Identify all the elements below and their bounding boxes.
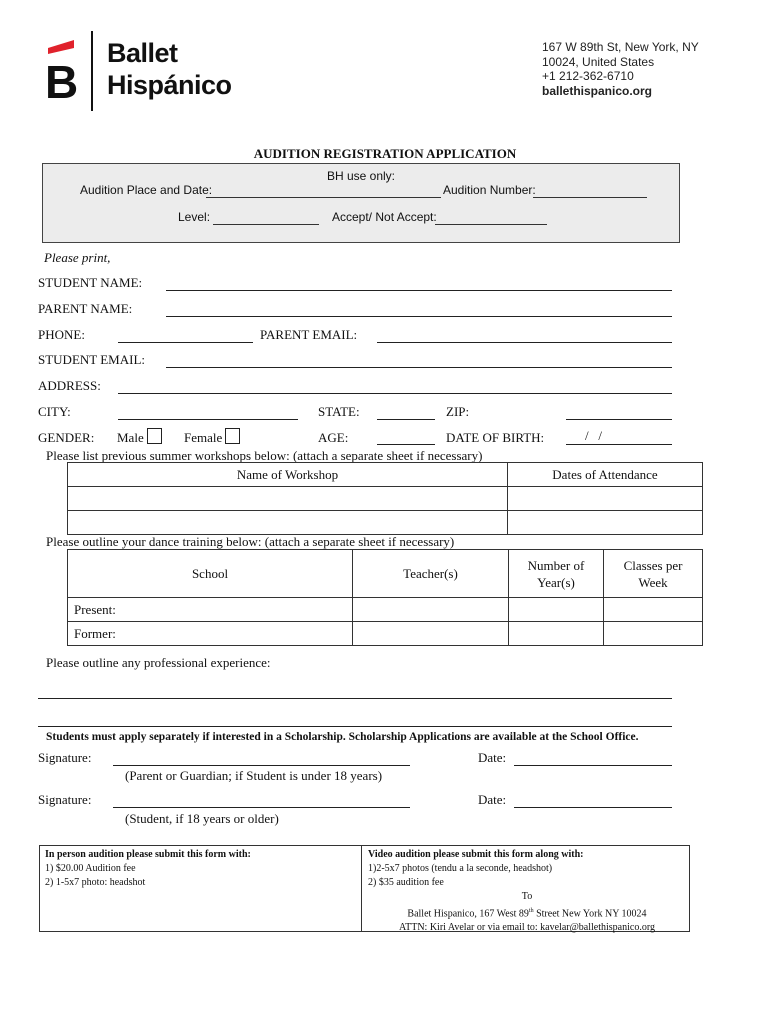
student-email-field[interactable] xyxy=(166,367,672,368)
level-label: Level: xyxy=(178,210,211,224)
video-section xyxy=(368,848,686,935)
parent-caption: (Parent or Guardian; if Student is under 18 years) xyxy=(125,768,383,783)
address-line1: 167 W 89th St, New York, NY xyxy=(542,40,699,54)
workshop-dates-cell[interactable] xyxy=(508,487,703,511)
student-name-label: STUDENT NAME: xyxy=(38,275,143,290)
state-label: STATE: xyxy=(318,404,360,419)
accept-label: Accept/ Not Accept: xyxy=(332,210,437,224)
parent-email-field[interactable] xyxy=(377,342,672,343)
years-header-line1: Number of xyxy=(527,557,585,573)
school-header: School xyxy=(68,550,353,598)
present-teacher-cell[interactable] xyxy=(353,598,509,622)
address-label: ADDRESS: xyxy=(38,378,101,393)
workshops-intro: Please list previous summer workshops below: (attach a separate sheet if necessary) xyxy=(46,448,483,463)
student-date-field[interactable] xyxy=(514,807,672,808)
bh-use-heading: BH use only: xyxy=(326,169,396,183)
state-field[interactable] xyxy=(377,419,435,420)
workshop-name-cell[interactable] xyxy=(68,487,508,511)
in-person-heading: In person audition please submit this form with: xyxy=(45,849,251,860)
student-email-label: STUDENT EMAIL: xyxy=(38,352,146,367)
present-row-label[interactable]: Present: xyxy=(68,598,353,622)
video-attn: ATTN: Kiri Avelar or via email to: kavelar@ballethispanico.org xyxy=(399,922,655,934)
gender-label: GENDER: xyxy=(38,430,95,445)
audition-number-field[interactable] xyxy=(533,197,647,198)
in-person-item1: 1) $20.00 Audition fee xyxy=(45,863,136,874)
male-label: Male xyxy=(117,430,144,445)
age-label: AGE: xyxy=(318,430,349,445)
years-header-line2: Year(s) xyxy=(537,574,575,590)
place-date-label: Audition Place and Date: xyxy=(80,183,213,197)
present-years-cell[interactable] xyxy=(509,598,604,622)
workshops-table xyxy=(67,462,703,535)
phone-label: PHONE: xyxy=(38,327,85,342)
submission-divider xyxy=(361,846,362,931)
dob-format: / / xyxy=(585,428,602,443)
city-field[interactable] xyxy=(118,419,298,420)
parent-date-label: Date: xyxy=(478,750,507,765)
workshop-dates-header: Dates of Attendance xyxy=(508,463,703,487)
in-person-section xyxy=(45,848,251,890)
classes-header-line1: Classes per xyxy=(623,557,683,573)
level-field[interactable] xyxy=(213,224,319,225)
former-teacher-cell[interactable] xyxy=(353,622,509,646)
former-classes-cell[interactable] xyxy=(604,622,703,646)
professional-field-2[interactable] xyxy=(38,726,672,727)
teacher-header: Teacher(s) xyxy=(353,550,509,598)
former-years-cell[interactable] xyxy=(509,622,604,646)
dob-label: DATE OF BIRTH: xyxy=(446,430,545,445)
logo-line1: Ballet xyxy=(107,38,178,68)
student-signature-field[interactable] xyxy=(113,807,410,808)
parent-name-label: PARENT NAME: xyxy=(38,301,133,316)
submission-box xyxy=(39,845,690,932)
classes-header xyxy=(604,550,703,598)
form-title: AUDITION REGISTRATION APPLICATION xyxy=(253,146,517,161)
logo-mark-letter: B xyxy=(45,56,78,100)
city-label: CITY: xyxy=(38,404,71,419)
address-field[interactable] xyxy=(118,393,672,394)
zip-field[interactable] xyxy=(566,419,672,420)
audition-number-label: Audition Number: xyxy=(443,183,536,197)
video-to: To xyxy=(521,891,533,902)
parent-signature-field[interactable] xyxy=(113,765,410,766)
phone-number: +1 212-362-6710 xyxy=(542,69,634,83)
parent-name-field[interactable] xyxy=(166,316,672,317)
logo-divider xyxy=(91,31,93,111)
video-item2: 2) $35 audition fee xyxy=(368,877,444,888)
parent-date-field[interactable] xyxy=(514,765,672,766)
logo-line2: Hispánico xyxy=(107,70,232,100)
present-classes-cell[interactable] xyxy=(604,598,703,622)
female-label: Female xyxy=(184,430,223,445)
video-address-pre: Ballet Hispanico, 167 West 89 xyxy=(407,908,529,920)
phone-field[interactable] xyxy=(118,342,253,343)
header-address xyxy=(542,40,699,98)
address-line2: 10024, United States xyxy=(542,54,655,69)
years-header xyxy=(509,550,604,598)
in-person-item2: 2) 1-5x7 photo: headshot xyxy=(45,877,146,888)
student-signature-label: Signature: xyxy=(38,792,92,807)
scholarship-note: Students must apply separately if interested in a Scholarship. Scholarship Applications are available at the School Office. xyxy=(46,731,639,743)
website-link[interactable]: ballethispanico.org xyxy=(542,83,653,98)
classes-header-line2: Week xyxy=(638,574,668,590)
female-checkbox[interactable] xyxy=(225,428,240,444)
professional-field-1[interactable] xyxy=(38,698,672,699)
parent-email-label: PARENT EMAIL: xyxy=(260,327,358,342)
workshop-name-cell[interactable] xyxy=(68,511,508,535)
accept-field[interactable] xyxy=(435,224,547,225)
student-date-label: Date: xyxy=(478,792,507,807)
professional-label: Please outline any professional experience: xyxy=(46,655,271,670)
male-checkbox[interactable] xyxy=(147,428,162,444)
logo xyxy=(44,34,254,114)
video-heading: Video audition please submit this form along with: xyxy=(368,849,584,860)
training-table xyxy=(67,549,703,646)
student-name-field[interactable] xyxy=(166,290,672,291)
former-row-label[interactable]: Former: xyxy=(68,622,353,646)
video-address xyxy=(368,904,686,921)
age-field[interactable] xyxy=(377,444,435,445)
video-address-sup: th xyxy=(528,908,534,914)
workshop-dates-cell[interactable] xyxy=(508,511,703,535)
parent-signature-label: Signature: xyxy=(38,750,92,765)
zip-label: ZIP: xyxy=(446,404,470,419)
training-intro: Please outline your dance training below: (attach a separate sheet if necessary) xyxy=(46,534,455,549)
student-caption: (Student, if 18 years or older) xyxy=(125,811,279,826)
dob-field[interactable] xyxy=(566,444,672,445)
video-item1: 1)2-5x7 photos (tendu a la seconde, headshot) xyxy=(368,863,553,874)
bh-use-box xyxy=(42,163,680,243)
place-date-field[interactable] xyxy=(206,197,441,198)
logo-mark-icon xyxy=(44,40,78,100)
workshop-name-header: Name of Workshop xyxy=(68,463,508,487)
please-print: Please print, xyxy=(44,250,111,265)
video-address-post: Street New York NY 10024 xyxy=(533,908,647,920)
